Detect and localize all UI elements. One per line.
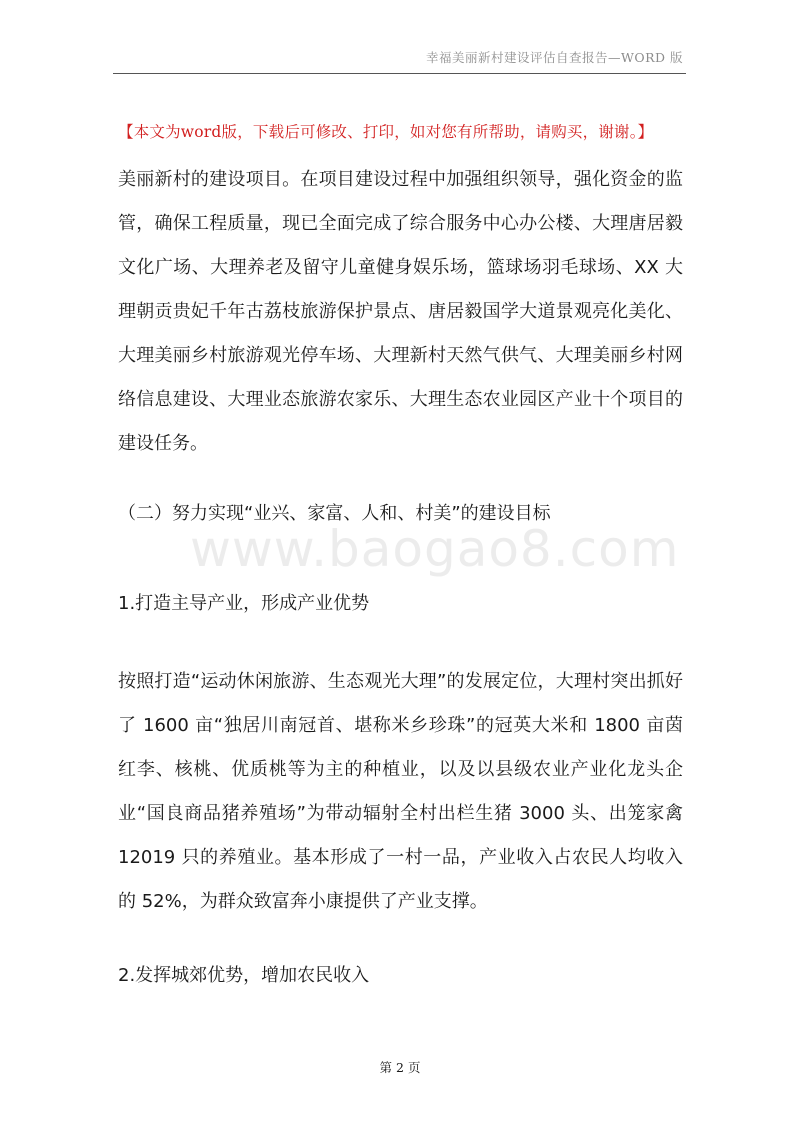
body-paragraph-1: [118, 158, 683, 466]
item-heading-2: 2.发挥城郊优势，增加农民收入: [118, 965, 370, 986]
section-heading-2: （二）努力实现“业兴、家富、人和、村美”的建设目标: [118, 503, 551, 524]
page-number: 第 2 页: [379, 1060, 421, 1075]
item-heading-1: 1.打造主导产业，形成产业优势: [118, 593, 370, 614]
page-header-title: 幸福美丽新村建设评估自查报告—WORD 版: [425, 50, 683, 65]
paragraph-text: 美丽新村的建设项目。在项目建设过程中加强组织领导，强化资金的监管，确保工程质量，现已全面完成了综合服务中心办公楼、大理唐居毅文化广场、大理养老及留守儿童健身娱乐场，篮球场羽毛球场、XX 大理朝贡贵妃千年古荔枝旅游保护景点、唐居毅国学大道景观亮化美化、大理美丽乡村旅游观光停车场、大理新村天然气供气、大理美丽乡村网络信息建设、大理业态旅游农家乐、大理生态农业园区产业十个项目的建设任务。: [118, 169, 683, 454]
body-paragraph-2: [118, 660, 683, 924]
paragraph-text: 按照打造“运动休闲旅游、生态观光大理”的发展定位，大理村突出抓好了 1600 亩“独居川南冠首、堪称米乡珍珠”的冠英大米和 1800 亩茵红李、核桃、优质桃等为主的种植业，以及以县级农业产业化龙头企业“国良商品猪养殖场”为带动辐射全村出栏生猪 3000 头、出笼家禽 12019 只的养殖业。基本形成了一村一品，产业收入占农民人均收入的 52%，为群众致富奔小康提供了产业支撑。: [118, 671, 683, 912]
purchase-notice: 【本文为word版，下载后可修改、打印，如对您有所帮助，请购买，谢谢。】: [118, 123, 654, 141]
watermark-text: www.baogao8.com: [190, 520, 680, 578]
header-divider: [113, 73, 686, 74]
